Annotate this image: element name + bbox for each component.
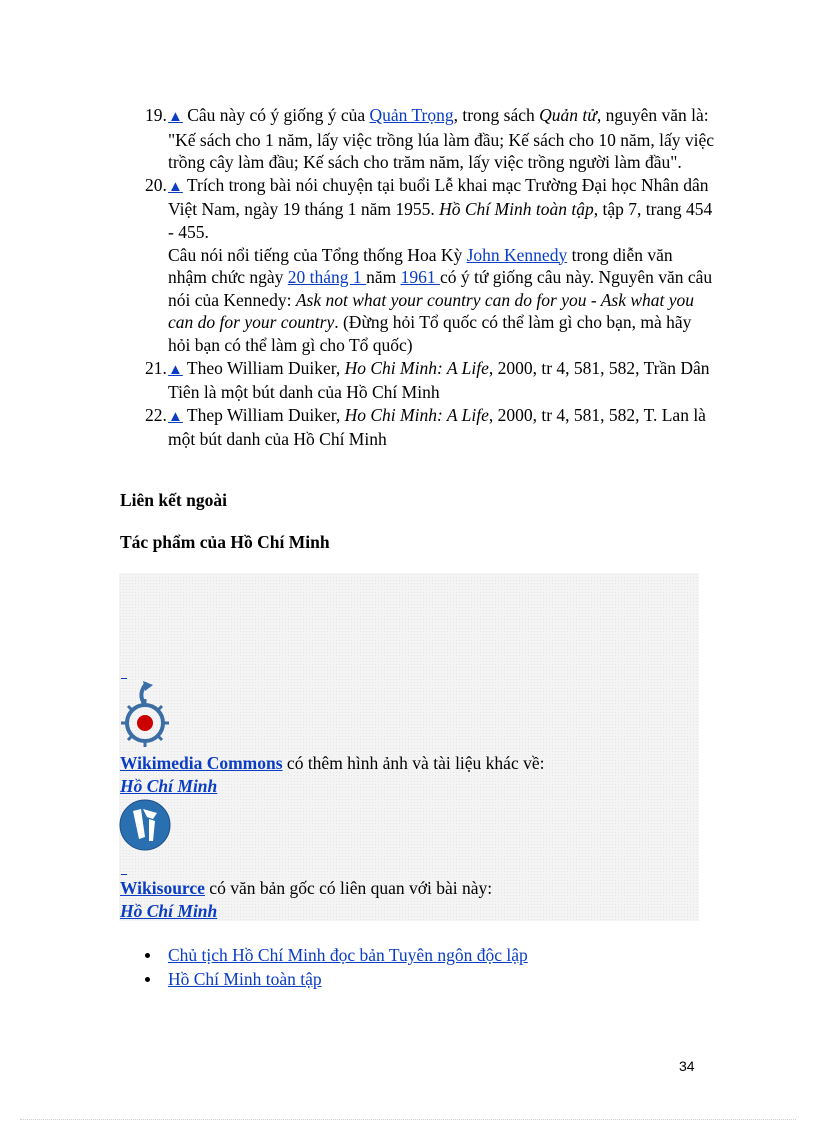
reference-text: [168, 405, 706, 450]
commons-subject-line: [120, 776, 217, 797]
reference-text-run: , nguyên văn là: "Kế sách cho 1 năm, lấy việc trồng lúa làm đầu; Kế sách cho 10 năm, lấy việc trồng cây làm đầu; Kế sách cho trăm năm, lấy việc trồng người làm đầu".: [168, 105, 715, 173]
wikisource-image-link[interactable]: _: [121, 862, 127, 876]
reference-text-run: , 2000, tr 4, 581, 582, T. Lan là một bút danh của Hồ Chí Minh: [168, 404, 706, 450]
wikisource-line: [120, 878, 492, 899]
reference-link[interactable]: 1961: [400, 267, 440, 288]
reference-number: 22.: [145, 404, 167, 425]
commons-image-link[interactable]: _: [121, 666, 127, 680]
reference-text-run: Câu nói nổi tiếng của Tổng thống Hoa Kỳ: [168, 244, 467, 265]
reference-list: [125, 104, 715, 451]
declaration-of-independence-link[interactable]: Chủ tịch Hồ Chí Minh đọc bản Tuyên ngôn độc lập: [168, 945, 528, 965]
reference-text-run: Thep William Duiker,: [182, 404, 345, 425]
back-to-citation-link[interactable]: ▲: [168, 408, 183, 425]
wikisource-link[interactable]: Wikisource: [120, 878, 205, 898]
reference-text-run: , trong sách: [453, 105, 540, 125]
back-to-citation-link[interactable]: ▲: [168, 361, 183, 378]
wikisource-icon: [119, 797, 171, 853]
reference-text-run: Theo William Duiker,: [182, 357, 345, 378]
complete-works-link[interactable]: Hồ Chí Minh toàn tập: [168, 969, 322, 989]
list-item: [140, 943, 528, 967]
reference-text-run: có ý tứ giống câu này. Nguyên văn câu nói của Kennedy:: [168, 267, 713, 310]
wikimedia-commons-icon: [119, 679, 171, 749]
reference-text: [168, 105, 714, 172]
reference-number: 21.: [145, 357, 167, 378]
back-to-citation-link[interactable]: ▲: [168, 178, 183, 195]
reference-text-run: Trích trong bài nói chuyện tại buổi Lễ khai mạc Trường Đại học Nhân dân Việt Nam, ngày 19 tháng 1 năm 1955.: [168, 174, 709, 220]
italic-title: Ho Chi Minh: A Life: [344, 357, 489, 378]
wikisource-subject-line: [120, 901, 217, 922]
wikimedia-commons-link[interactable]: Wikimedia Commons: [120, 753, 283, 773]
reference-link[interactable]: Quản Trọng: [369, 105, 454, 125]
reference-link[interactable]: 20 tháng 1: [287, 267, 367, 288]
reference-text: [168, 175, 712, 355]
reference-number: 20.: [145, 174, 167, 195]
reference-text-run: , tập 7, trang 454 - 455.: [168, 199, 713, 242]
page-number: 34: [679, 1058, 695, 1074]
wikisource-description: có văn bản gốc có liên quan với bài này:: [204, 878, 493, 898]
reference-text-run: , 2000, tr 4, 581, 582, Trần Dân Tiên là một bút danh của Hồ Chí Minh: [168, 357, 710, 403]
reference-text-run: năm: [366, 267, 401, 288]
reference-text-run: Câu này có ý giống ý của: [182, 105, 370, 125]
reference-text-run: trong diễn văn nhậm chức ngày: [168, 244, 673, 288]
commons-line: [120, 753, 544, 774]
commons-subject-link[interactable]: Hồ Chí Minh: [120, 776, 218, 796]
reference-link[interactable]: John Kennedy: [466, 244, 568, 265]
commons-description: có thêm hình ảnh và tài liệu khác về:: [282, 753, 545, 773]
wikisource-subject-link[interactable]: Hồ Chí Minh: [120, 901, 218, 921]
italic-title: Ho Chi Minh: A Life: [344, 404, 489, 425]
page-bottom-divider: [20, 1119, 796, 1120]
italic-title: Hồ Chí Minh toàn tập: [439, 199, 594, 220]
reference-20: [125, 174, 715, 357]
external-links-heading: Liên kết ngoài: [120, 490, 227, 510]
reference-22: [125, 404, 715, 451]
reference-text-run: . (Đừng hỏi Tổ quốc có thể làm gì cho bạn, mà hãy hỏi bạn có thể làm gì cho Tổ quốc): [168, 312, 692, 355]
italic-title: Quản tử: [539, 105, 597, 125]
reference-21: [125, 357, 715, 404]
list-item: [140, 967, 528, 991]
reference-text: [168, 358, 710, 403]
reference-number: 19.: [145, 105, 167, 125]
back-to-citation-link[interactable]: ▲: [168, 109, 183, 125]
sister-projects-box: [119, 573, 699, 921]
works-heading: Tác phẩm của Hồ Chí Minh: [120, 532, 330, 552]
italic-title: Ask not what your country can do for you - Ask what you can do for your country: [168, 289, 695, 333]
works-link-list: [140, 943, 528, 991]
reference-19: [125, 104, 715, 174]
